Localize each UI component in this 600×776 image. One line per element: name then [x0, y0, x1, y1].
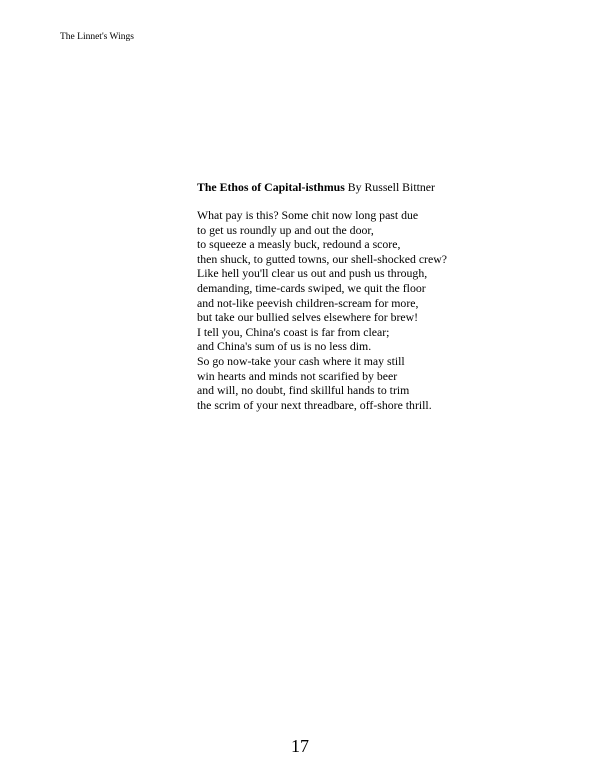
poem-lines — [197, 208, 497, 412]
poem-heading — [197, 179, 497, 195]
poem-line: and China's sum of us is no less dim. — [197, 339, 372, 354]
poem-line: win hearts and minds not scarified by beer — [197, 368, 398, 383]
poem-line: So go now-take your cash where it may still — [197, 353, 405, 368]
poem-line: but take our bullied selves elsewhere for brew! — [197, 310, 419, 325]
page-number: 17 — [291, 736, 309, 756]
poem-byline: By Russell Bittner — [344, 180, 435, 194]
poem-line: then shuck, to gutted towns, our shell-shocked crew? — [197, 251, 447, 266]
poem — [197, 179, 497, 412]
poem-line: and will, no doubt, find skillful hands to trim — [197, 383, 410, 398]
poem-line: What pay is this? Some chit now long past due — [197, 208, 419, 222]
poem-line: to get us roundly up and out the door, — [197, 222, 374, 237]
poem-line: the scrim of your next threadbare, off-shore thrill. — [197, 397, 432, 412]
poem-line: Like hell you'll clear us out and push us through, — [197, 266, 428, 281]
poem-title: The Ethos of Capital-isthmus — [197, 180, 345, 194]
running-header: The Linnet's Wings — [60, 32, 134, 42]
poem-line: and not-like peevish children-scream for more, — [197, 295, 419, 310]
poem-line: to squeeze a measly buck, redound a score, — [197, 237, 401, 252]
poem-line: demanding, time-cards swiped, we quit the floor — [197, 280, 426, 295]
poem-line: I tell you, China's coast is far from clear; — [197, 324, 390, 339]
